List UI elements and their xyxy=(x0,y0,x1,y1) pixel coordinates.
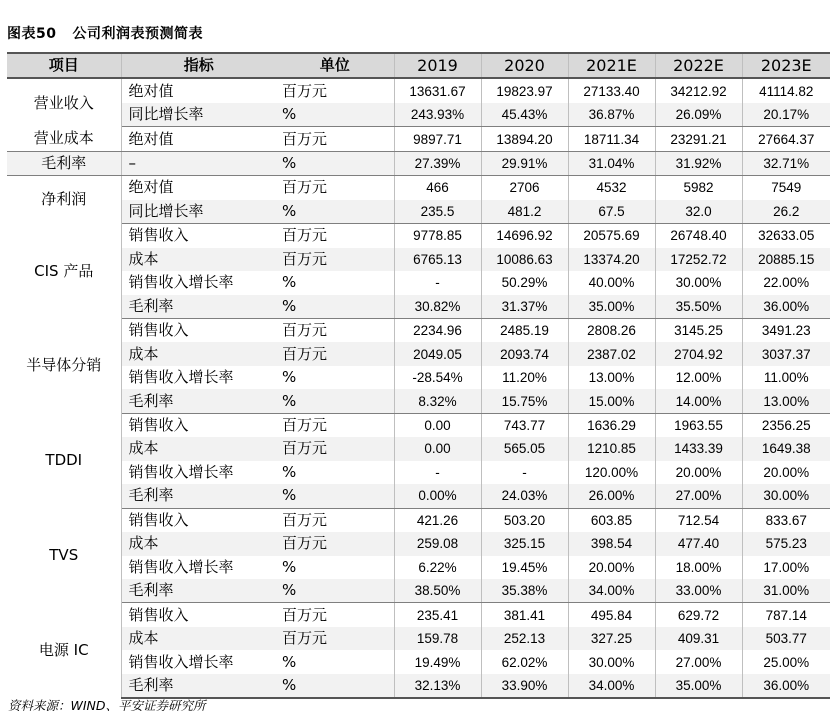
value-cell: 0.00% xyxy=(394,484,481,508)
value-cell: 24.03% xyxy=(481,484,568,508)
value-cell: 41114.82 xyxy=(759,83,814,99)
indicator-cell: 销售收入 xyxy=(128,321,189,340)
value-cell: 18.00% xyxy=(655,556,742,579)
table-row xyxy=(7,176,830,200)
value-cell: 2234.96 xyxy=(394,318,481,342)
value-cell: 19.49% xyxy=(394,650,481,673)
group-label: 半导体分销 xyxy=(7,318,121,413)
unit-cell: % xyxy=(276,271,394,294)
header-cell: 指标 xyxy=(121,53,276,78)
value-cell: 27664.37 xyxy=(742,127,830,151)
table-row xyxy=(7,413,830,437)
value-cell: 1210.85 xyxy=(568,437,655,460)
value-cell: 2049.05 xyxy=(394,342,481,365)
table-row xyxy=(7,318,830,342)
value-cell: 26.2 xyxy=(742,200,830,224)
value-cell: 0.00 xyxy=(394,413,481,437)
indicator-cell: 销售收入增长率 xyxy=(128,462,234,481)
unit-cell: % xyxy=(276,151,394,175)
header-cell: 2020 xyxy=(481,53,568,78)
indicator-cell: 绝对值 xyxy=(121,127,276,151)
value-cell: - xyxy=(481,461,568,484)
unit-cell: 百万元 xyxy=(276,224,394,248)
value-cell: 1433.39 xyxy=(655,437,742,460)
unit-cell: 百万元 xyxy=(276,437,394,460)
group-label: 电源 IC xyxy=(7,603,121,698)
value-cell: 9897.71 xyxy=(394,127,481,151)
value-cell: 17.00% xyxy=(763,559,810,575)
group-label: TDDI xyxy=(7,413,121,508)
indicator-cell: 毛利率 xyxy=(121,389,276,413)
value-cell: 26748.40 xyxy=(655,224,742,248)
value-cell: 0.00 xyxy=(394,437,481,460)
value-cell: 259.08 xyxy=(394,532,481,555)
value-cell: 495.84 xyxy=(568,603,655,627)
value-cell: 13374.20 xyxy=(568,248,655,271)
value-cell: 603.85 xyxy=(568,508,655,532)
indicator-cell: 毛利率 xyxy=(121,579,276,603)
value-cell: 32.0 xyxy=(655,200,742,224)
table-row xyxy=(7,579,830,603)
indicator-cell: 绝对值 xyxy=(128,178,174,197)
value-cell: 36.87% xyxy=(568,103,655,127)
value-cell: 252.13 xyxy=(481,627,568,650)
header-cell: 2021E xyxy=(568,53,655,78)
value-cell: 481.2 xyxy=(481,200,568,224)
indicator-cell: 销售收入增长率 xyxy=(128,557,234,576)
value-cell: 23291.21 xyxy=(655,127,742,151)
table-row xyxy=(7,484,830,508)
table-row xyxy=(7,366,830,389)
value-cell: 30.82% xyxy=(394,295,481,319)
value-cell: 36.00% xyxy=(742,295,830,319)
value-cell: 17252.72 xyxy=(655,248,742,271)
value-cell: 243.93% xyxy=(394,103,481,127)
table-title xyxy=(7,23,203,43)
value-cell: 2706 xyxy=(481,176,568,200)
value-cell: 477.40 xyxy=(655,532,742,555)
indicator-cell: 毛利率 xyxy=(121,295,276,319)
value-cell: 13894.20 xyxy=(481,127,568,151)
value-cell: 3145.25 xyxy=(655,318,742,342)
indicator-cell: 成本 xyxy=(121,342,276,365)
value-cell: 35.00% xyxy=(568,295,655,319)
value-cell: 20.17% xyxy=(742,103,830,127)
value-cell: 12.00% xyxy=(655,366,742,389)
table-row xyxy=(7,674,830,698)
value-cell: 15.75% xyxy=(481,389,568,413)
table-row xyxy=(7,78,830,102)
value-cell: 67.5 xyxy=(568,200,655,224)
value-cell: 235.5 xyxy=(394,200,481,224)
value-cell: 34.00% xyxy=(568,579,655,603)
value-cell: 19.45% xyxy=(481,556,568,579)
table-row xyxy=(7,127,830,151)
value-cell: 13.00% xyxy=(742,389,830,413)
value-cell: 325.15 xyxy=(481,532,568,555)
indicator-cell: 同比增长率 xyxy=(121,103,276,127)
figure-label: 图表50 xyxy=(7,26,57,42)
value-cell: 1636.29 xyxy=(568,413,655,437)
value-cell: 20575.69 xyxy=(568,224,655,248)
value-cell: 18711.34 xyxy=(568,127,655,151)
unit-cell: 百万元 xyxy=(276,127,394,151)
indicator-cell: 成本 xyxy=(121,248,276,271)
value-cell: 33.00% xyxy=(655,579,742,603)
value-cell: 13.00% xyxy=(568,366,655,389)
group-label: TVS xyxy=(7,508,121,603)
value-cell: 32.13% xyxy=(394,674,481,698)
value-cell: 7549 xyxy=(771,180,802,196)
value-cell: 25.00% xyxy=(763,654,810,670)
value-cell: 503.77 xyxy=(742,627,830,650)
value-cell: 712.54 xyxy=(655,508,742,532)
value-cell: 27.00% xyxy=(655,484,742,508)
header-cell: 2019 xyxy=(394,53,481,78)
table-row xyxy=(7,508,830,532)
value-cell: 36.00% xyxy=(742,674,830,698)
group-label: 营业收入 xyxy=(7,78,121,126)
table-row xyxy=(7,461,830,484)
unit-cell: % xyxy=(276,579,394,603)
figure-caption: 公司利润表预测简表 xyxy=(72,26,203,42)
value-cell: -28.54% xyxy=(394,366,481,389)
table-row xyxy=(7,271,830,294)
value-cell: 30.00% xyxy=(655,271,742,294)
indicator-cell: 销售收入 xyxy=(128,510,189,529)
value-cell: 2356.25 xyxy=(761,418,811,434)
indicator-cell: 销售收入 xyxy=(128,416,189,435)
header-cell: 单位 xyxy=(276,53,394,78)
indicator-cell: 同比增长率 xyxy=(121,200,276,224)
unit-cell: 百万元 xyxy=(276,603,394,627)
value-cell: 22.00% xyxy=(763,275,810,291)
value-cell: 35.50% xyxy=(655,295,742,319)
value-cell: - xyxy=(394,461,481,484)
value-cell: 6.22% xyxy=(394,556,481,579)
group-label: 净利润 xyxy=(7,176,121,224)
value-cell: 503.20 xyxy=(481,508,568,532)
value-cell: 381.41 xyxy=(481,603,568,627)
value-cell: 159.78 xyxy=(394,627,481,650)
indicator-cell: 销售收入 xyxy=(128,605,189,624)
unit-cell: 百万元 xyxy=(276,508,394,532)
value-cell: - xyxy=(394,271,481,294)
header-cell: 项目 xyxy=(7,53,121,78)
value-cell: 743.77 xyxy=(481,413,568,437)
value-cell: 27.00% xyxy=(655,650,742,673)
value-cell: 14.00% xyxy=(655,389,742,413)
table-row xyxy=(7,603,830,627)
unit-cell: 百万元 xyxy=(276,413,394,437)
value-cell: 629.72 xyxy=(655,603,742,627)
unit-cell: 百万元 xyxy=(276,318,394,342)
value-cell: 20.00% xyxy=(655,461,742,484)
unit-cell: 百万元 xyxy=(276,342,394,365)
value-cell: 34.00% xyxy=(568,674,655,698)
value-cell: 9778.85 xyxy=(394,224,481,248)
value-cell: 30.00% xyxy=(568,650,655,673)
value-cell: 11.20% xyxy=(481,366,568,389)
value-cell: 32633.05 xyxy=(758,228,815,244)
value-cell: 13631.67 xyxy=(394,78,481,102)
value-cell: 5982 xyxy=(655,176,742,200)
value-cell: 31.04% xyxy=(568,151,655,175)
value-cell: 35.00% xyxy=(655,674,742,698)
value-cell: 38.50% xyxy=(394,579,481,603)
indicator-cell: 绝对值 xyxy=(128,81,174,100)
value-cell: 575.23 xyxy=(742,532,830,555)
table-row xyxy=(7,248,830,271)
value-cell: 20.00% xyxy=(568,556,655,579)
value-cell: 35.38% xyxy=(481,579,568,603)
table-row xyxy=(7,532,830,555)
value-cell: 1963.55 xyxy=(655,413,742,437)
value-cell: 2485.19 xyxy=(481,318,568,342)
unit-cell: 百万元 xyxy=(276,248,394,271)
value-cell: 15.00% xyxy=(568,389,655,413)
value-cell: 6765.13 xyxy=(394,248,481,271)
value-cell: 833.67 xyxy=(765,512,807,528)
unit-cell: % xyxy=(276,389,394,413)
unit-cell: % xyxy=(276,674,394,698)
value-cell: 327.25 xyxy=(568,627,655,650)
table-row xyxy=(7,437,830,460)
table-row xyxy=(7,389,830,413)
source-note: 资料来源：WIND、平安证券研究所 xyxy=(8,698,206,713)
indicator-cell: 成本 xyxy=(121,627,276,650)
indicator-cell: 销售收入 xyxy=(128,226,189,245)
table-body xyxy=(7,78,830,698)
value-cell: 62.02% xyxy=(481,650,568,673)
indicator-cell: 毛利率 xyxy=(121,484,276,508)
value-cell: 8.32% xyxy=(394,389,481,413)
header-cell: 2022E xyxy=(655,53,742,78)
value-cell: 29.91% xyxy=(481,151,568,175)
table-row xyxy=(7,103,830,127)
value-cell: 3037.37 xyxy=(742,342,830,365)
value-cell: 565.05 xyxy=(481,437,568,460)
value-cell: 2704.92 xyxy=(655,342,742,365)
unit-cell: % xyxy=(276,484,394,508)
value-cell: 2387.02 xyxy=(568,342,655,365)
header-cell: 2023E xyxy=(742,53,830,78)
value-cell: 20.00% xyxy=(763,464,810,480)
value-cell: 27.39% xyxy=(394,151,481,175)
value-cell: 30.00% xyxy=(742,484,830,508)
indicator-cell: 成本 xyxy=(121,532,276,555)
value-cell: 50.29% xyxy=(481,271,568,294)
value-cell: 2808.26 xyxy=(568,318,655,342)
value-cell: 787.14 xyxy=(765,607,807,623)
header-row xyxy=(7,53,830,78)
table-row xyxy=(7,627,830,650)
value-cell: 40.00% xyxy=(568,271,655,294)
value-cell: 33.90% xyxy=(481,674,568,698)
value-cell: 14696.92 xyxy=(481,224,568,248)
value-cell: 32.71% xyxy=(742,151,830,175)
value-cell: 398.54 xyxy=(568,532,655,555)
unit-cell: % xyxy=(276,461,394,484)
group-label: 毛利率 xyxy=(7,151,121,175)
unit-cell: % xyxy=(276,556,394,579)
indicator-cell: 成本 xyxy=(121,437,276,460)
group-label: 营业成本 xyxy=(7,127,121,151)
table-row xyxy=(7,295,830,319)
value-cell: 20885.15 xyxy=(742,248,830,271)
value-cell: 31.92% xyxy=(655,151,742,175)
indicator-cell: 销售收入增长率 xyxy=(128,273,234,292)
unit-cell: 百万元 xyxy=(276,176,394,200)
value-cell: 3491.23 xyxy=(761,323,811,339)
value-cell: 26.00% xyxy=(568,484,655,508)
table-row xyxy=(7,200,830,224)
value-cell: 10086.63 xyxy=(481,248,568,271)
unit-cell: % xyxy=(276,200,394,224)
indicator-cell: 销售收入增长率 xyxy=(128,652,234,671)
unit-cell: 百万元 xyxy=(276,627,394,650)
unit-cell: % xyxy=(276,103,394,127)
unit-cell: % xyxy=(276,650,394,673)
value-cell: 31.37% xyxy=(481,295,568,319)
unit-cell: % xyxy=(276,366,394,389)
indicator-cell: – xyxy=(121,151,276,175)
group-label: CIS 产品 xyxy=(7,224,121,319)
value-cell: 27133.40 xyxy=(568,78,655,102)
value-cell: 34212.92 xyxy=(655,78,742,102)
table-row xyxy=(7,224,830,248)
value-cell: 4532 xyxy=(568,176,655,200)
value-cell: 26.09% xyxy=(655,103,742,127)
table-row xyxy=(7,151,830,175)
value-cell: 421.26 xyxy=(394,508,481,532)
indicator-cell: 销售收入增长率 xyxy=(128,368,234,387)
value-cell: 45.43% xyxy=(481,103,568,127)
table-row xyxy=(7,650,830,673)
value-cell: 120.00% xyxy=(568,461,655,484)
value-cell: 466 xyxy=(394,176,481,200)
value-cell: 11.00% xyxy=(763,370,809,386)
value-cell: 1649.38 xyxy=(742,437,830,460)
unit-cell: % xyxy=(276,295,394,319)
indicator-cell: 毛利率 xyxy=(121,674,276,698)
value-cell: 19823.97 xyxy=(481,78,568,102)
value-cell: 2093.74 xyxy=(481,342,568,365)
value-cell: 31.00% xyxy=(742,579,830,603)
table-row xyxy=(7,556,830,579)
table-row xyxy=(7,342,830,365)
income-forecast-table xyxy=(7,52,830,699)
value-cell: 409.31 xyxy=(655,627,742,650)
value-cell: 235.41 xyxy=(394,603,481,627)
unit-cell: 百万元 xyxy=(276,532,394,555)
unit-cell: 百万元 xyxy=(276,78,394,102)
